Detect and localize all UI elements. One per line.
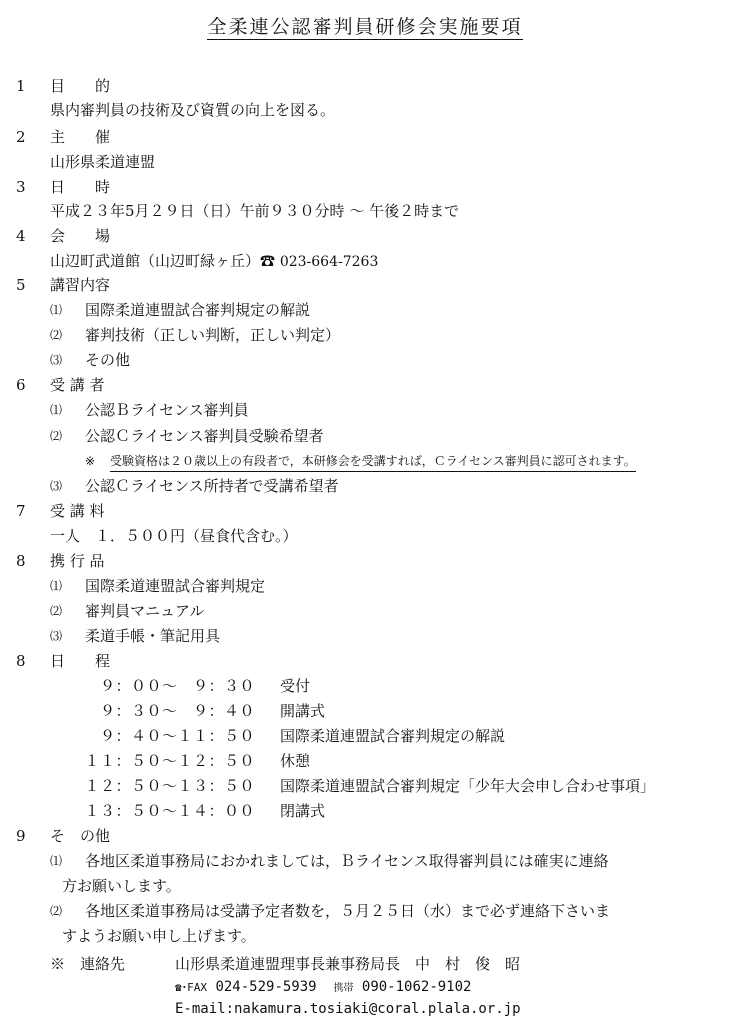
phone-icon: ☎	[260, 252, 276, 270]
phone-fax-label: ☎･FAX	[175, 981, 207, 994]
email-address: E-mail:nakamura.tosiaki@coral.plala.or.jp	[175, 1001, 521, 1017]
phone-number: 024-529-5939	[215, 979, 317, 995]
document-title: 全柔連公認審判員研修会実施要項	[207, 16, 523, 38]
mobile-label: 携帯	[333, 983, 354, 994]
mobile-number: 090-1062-9102	[361, 979, 472, 995]
